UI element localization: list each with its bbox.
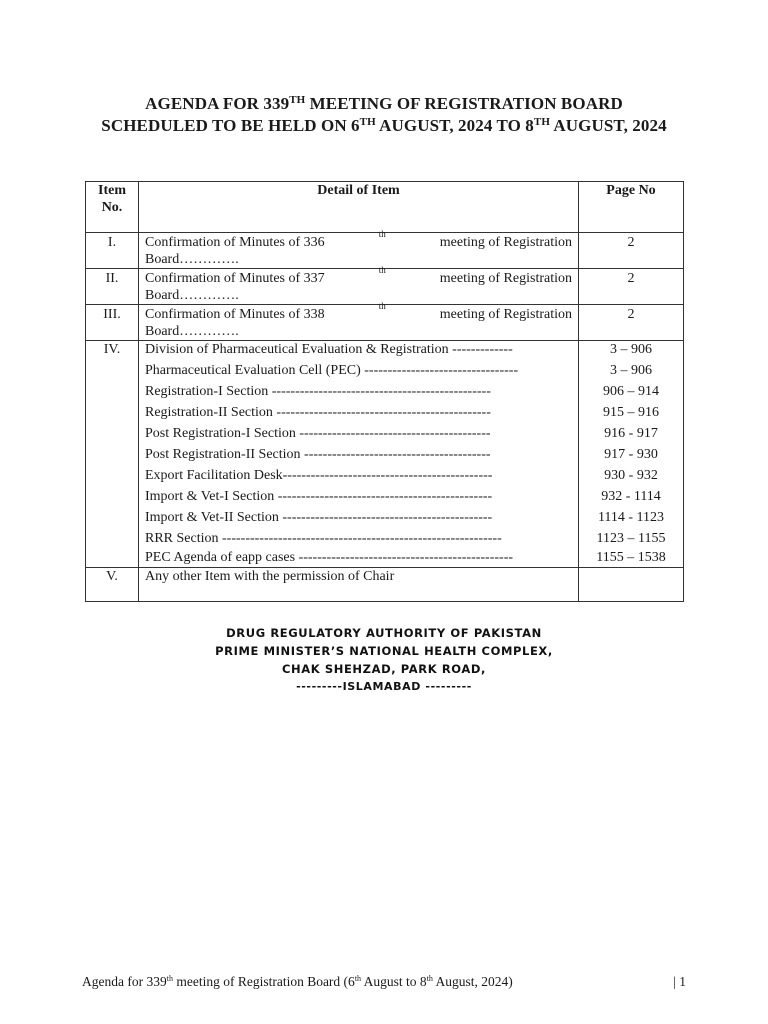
header-item-no: Item No. (86, 182, 139, 233)
table-row (86, 305, 684, 341)
section-label: Registration-I Section ----------------------------------------------- (145, 384, 491, 399)
agenda-title-line2 (0, 116, 768, 136)
footer-text: August to 8 (361, 974, 427, 989)
item-number: II. (86, 269, 139, 305)
detail-text: Confirmation of Minutes of 338 (145, 307, 325, 322)
item-page: 2 (579, 233, 684, 269)
section-label: Pharmaceutical Evaluation Cell (PEC) --------------------------------- (145, 363, 519, 378)
item-number: I. (86, 233, 139, 269)
item-detail: Any other Item with the permission of Chair (139, 568, 579, 602)
section-label: Export Facilitation Desk--------------------------------------------- (145, 468, 493, 483)
footer-caption (82, 974, 513, 990)
org-complex: PRIME MINISTER’S NATIONAL HEALTH COMPLEX, (215, 644, 553, 658)
table-row-division (86, 341, 684, 568)
division-pages (579, 341, 684, 568)
detail-superscript: th (378, 229, 386, 239)
section-page: 917 - 930 (604, 447, 658, 462)
section-label: Registration-II Section ---------------------------------------------- (145, 405, 491, 420)
item-number: III. (86, 305, 139, 341)
title-text: AGENDA FOR 339 (145, 94, 290, 113)
footer-superscript: th (426, 974, 433, 983)
footer-text: Agenda for 339 (82, 974, 167, 989)
header-page-no: Page No (579, 182, 684, 233)
item-detail (139, 229, 579, 269)
section-page: 3 – 906 (610, 363, 652, 378)
section-page: 906 – 914 (603, 384, 659, 399)
section-page: 916 - 917 (604, 426, 658, 441)
footer-text: August, 2024) (432, 974, 513, 989)
item-detail (139, 301, 579, 341)
detail-text: Confirmation of Minutes of 336 (145, 235, 325, 250)
section-label: PEC Agenda of eapp cases ---------------------------------------------- (145, 551, 514, 565)
table-row (86, 568, 684, 602)
section-page: 932 - 1114 (601, 489, 661, 504)
agenda-title-line1 (0, 94, 768, 114)
page-footer (82, 974, 686, 990)
section-label: Post Registration-I Section ----------------------------------------- (145, 426, 491, 441)
section-label: Import & Vet-II Section --------------------------------------------- (145, 510, 493, 525)
org-address: CHAK SHEHZAD, PARK ROAD, (281, 662, 486, 676)
section-page: 1114 - 1123 (597, 510, 665, 525)
section-page: 1123 – 1155 (596, 531, 666, 546)
title-text: SCHEDULED TO BE HELD ON 6 (101, 116, 360, 135)
title-text: MEETING OF REGISTRATION BOARD (305, 94, 623, 113)
detail-superscript: th (378, 265, 386, 275)
title-text: AUGUST, 2024 TO 8 (375, 116, 534, 135)
detail-text: meeting of Registration (439, 271, 572, 286)
table-header-row (86, 182, 684, 233)
section-page: 1155 – 1538 (596, 551, 666, 565)
item-number: V. (86, 568, 139, 602)
section-page: 3 – 906 (610, 342, 652, 357)
section-page: 930 - 932 (604, 468, 658, 483)
detail-line2: Board…………. (145, 324, 239, 339)
title-superscript: TH (533, 116, 550, 128)
footer-text: meeting of Registration Board (6 (172, 974, 355, 989)
detail-line2: Board…………. (145, 252, 239, 267)
footer-superscript: th (354, 974, 362, 983)
page-number: | 1 (673, 974, 686, 989)
title-superscript: TH (289, 94, 306, 106)
section-label: Division of Pharmaceutical Evaluation & Registration ------------- (145, 342, 513, 357)
section-page: 915 – 916 (603, 405, 659, 420)
org-city: ---------ISLAMABAD --------- (296, 680, 472, 693)
footer-superscript: th (166, 974, 173, 983)
agenda-table (85, 181, 684, 602)
detail-text: meeting of Registration (439, 307, 572, 322)
item-page: 2 (579, 269, 684, 305)
item-page (579, 568, 684, 602)
division-details (139, 341, 579, 568)
detail-text: Confirmation of Minutes of 337 (145, 271, 325, 286)
detail-text: meeting of Registration (439, 235, 572, 250)
title-superscript: TH (359, 116, 376, 128)
section-label: Import & Vet-I Section ---------------------------------------------- (145, 489, 493, 504)
section-label: RRR Section ------------------------------------------------------------ (145, 531, 502, 546)
header-detail: Detail of Item (139, 182, 579, 233)
table-row (86, 233, 684, 269)
item-page: 2 (579, 305, 684, 341)
org-name: DRUG REGULATORY AUTHORITY OF PAKISTAN (226, 626, 542, 640)
section-label: Post Registration-II Section ---------------------------------------- (145, 447, 491, 462)
table-row (86, 269, 684, 305)
title-text: AUGUST, 2024 (550, 116, 667, 135)
detail-line2: Board…………. (145, 288, 239, 303)
item-number: IV. (86, 341, 139, 568)
item-detail (139, 265, 579, 305)
detail-superscript: th (378, 301, 386, 311)
